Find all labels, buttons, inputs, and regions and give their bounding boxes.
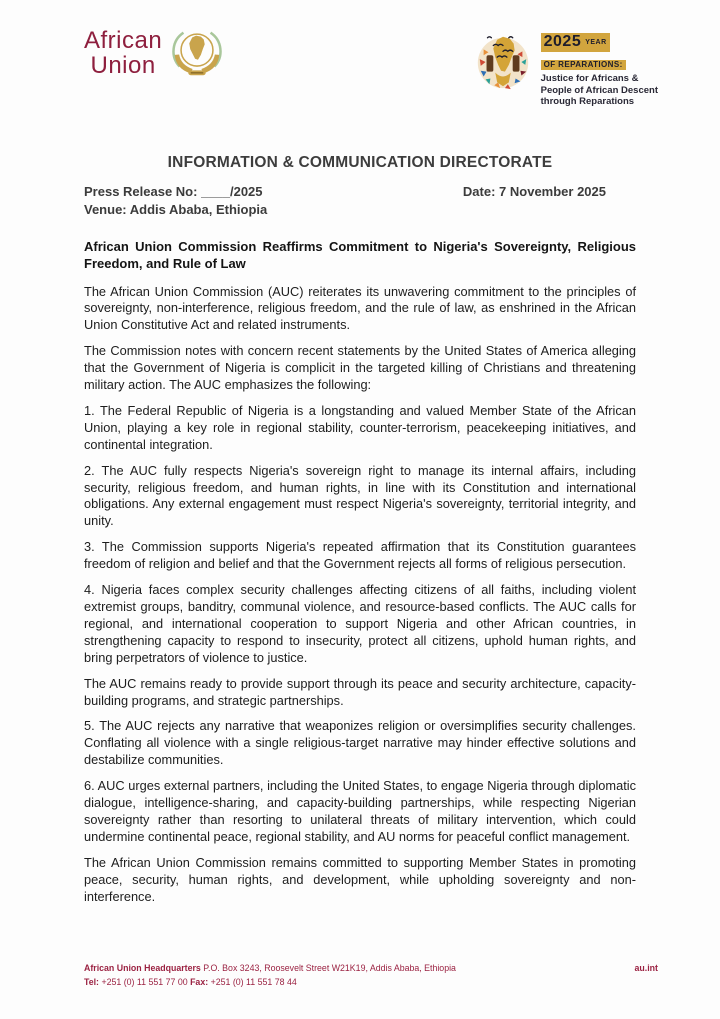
reparations-emblem-icon bbox=[472, 30, 534, 92]
press-release-date: Date: 7 November 2025 bbox=[462, 183, 606, 199]
paragraph-support: The AUC remains ready to provide support through its peace and security architecture, capacity-building programs, and strategic partnerships. bbox=[84, 675, 636, 708]
african-union-wordmark bbox=[84, 28, 162, 78]
press-meta bbox=[84, 183, 636, 219]
paragraph-point-3: 3. The Commission supports Nigeria's repeated affirmation that its Constitution guarantees freedom of religion and belief and that the Government rejects all forms of religious persecution. bbox=[84, 539, 636, 572]
african-union-logo bbox=[84, 24, 226, 82]
paragraph-concern: The Commission notes with concern recent statements by the United States of America alleging that the Government of Nigeria is complicit in the targeted killing of Christians and threatening military action. The AUC emphasizes the following: bbox=[84, 343, 636, 393]
reparations-tagline-1: Justice for Africans & bbox=[540, 73, 639, 84]
press-release-venue: Venue: Addis Ababa, Ethiopia bbox=[84, 201, 268, 217]
footer-tel-label: Tel: bbox=[84, 976, 99, 987]
footer-fax-label: Fax: bbox=[190, 976, 209, 987]
document-body bbox=[84, 284, 636, 906]
au-wordmark-line1: African bbox=[84, 27, 163, 54]
footer-phone-line bbox=[84, 976, 456, 990]
header-logos bbox=[0, 0, 720, 108]
footer-hq-label: African Union Headquarters bbox=[84, 963, 201, 973]
footer-fax-value: +251 (0) 11 551 78 44 bbox=[208, 976, 297, 987]
footer-address-line bbox=[84, 962, 456, 976]
footer-website: au.int bbox=[634, 963, 658, 973]
directorate-heading: INFORMATION & COMMUNICATION DIRECTORATE bbox=[167, 153, 553, 171]
footer-contact-block bbox=[84, 962, 456, 989]
press-meta-row bbox=[84, 183, 636, 201]
paragraph-point-1: 1. The Federal Republic of Nigeria is a longstanding and valued Member State of the African Union, playing a key role in regional stability, counter-terrorism, peacekeeping initiatives, and continental integration. bbox=[84, 402, 636, 452]
page-footer bbox=[84, 962, 658, 989]
document-title: African Union Commission Reaffirms Commitment to Nigeria's Sovereignty, Religious Freedom, and Rule of Law bbox=[84, 238, 636, 271]
paragraph-point-6: 6. AUC urges external partners, including the United States, to engage Nigeria through diplomatic dialogue, intelligence-sharing, and capacity-building partnerships, while respecting Nigerian sovereignty rather than resorting to unilateral threats of military intervention, which could undermine continental peace, regional stability, and AU norms for peaceful conflict management. bbox=[84, 778, 636, 844]
reparations-subtitle-banner: OF REPARATIONS: bbox=[541, 60, 626, 70]
footer-hq-address: P.O. Box 3243, Roosevelt Street W21K19, Addis Ababa, Ethiopia bbox=[200, 963, 456, 973]
paragraph-intro: The African Union Commission (AUC) reiterates its unwavering commitment to the principles of sovereignty, non-interference, religious freedom, and the rule of law, as enshrined in the African Union Constitutive Act and related instruments. bbox=[84, 283, 636, 333]
reparations-year-banner bbox=[541, 33, 610, 52]
african-union-emblem-icon bbox=[168, 24, 226, 82]
paragraph-closing: The African Union Commission remains committed to supporting Member States in promoting peace, security, human rights, and development, while upholding sovereignty and non-interference. bbox=[84, 854, 636, 904]
reparations-year-label: YEAR bbox=[585, 39, 607, 46]
reparations-tagline-3: through Reparations bbox=[540, 96, 635, 107]
reparations-year: 2025 bbox=[543, 33, 582, 50]
reparations-text-block bbox=[541, 30, 658, 108]
press-release-number: Press Release No: ____/2025 bbox=[84, 183, 263, 199]
paragraph-point-5: 5. The AUC rejects any narrative that weaponizes religion or oversimplifies security challenges. Conflating all violence with a single religious-target narrative may hinder effective solutions and destabilize communities. bbox=[84, 718, 636, 768]
paragraph-point-2: 2. The AUC fully respects Nigeria's sovereign right to manage its internal affairs, including security, religious freedom, and human rights, in line with its Constitution and international obligations. Any external engagement must respect Nigeria's sovereignty, territorial integrity, and unity. bbox=[84, 462, 636, 529]
reparations-tagline-2: People of African Descent bbox=[540, 84, 658, 96]
year-of-reparations-logo bbox=[472, 30, 658, 108]
footer-tel-value: +251 (0) 11 551 77 00 bbox=[99, 976, 191, 987]
paragraph-point-4: 4. Nigeria faces complex security challenges affecting citizens of all faiths, including violent extremist groups, banditry, communal violence, and resource-based conflicts. The AUC calls for regional, and international cooperation to support Nigeria and other African countries, in strengthening capacity to respond to insecurity, protect all citizens, uphold human rights, and bring perpetrators of violence to justice. bbox=[84, 582, 636, 665]
au-wordmark-line2: Union bbox=[90, 52, 156, 79]
